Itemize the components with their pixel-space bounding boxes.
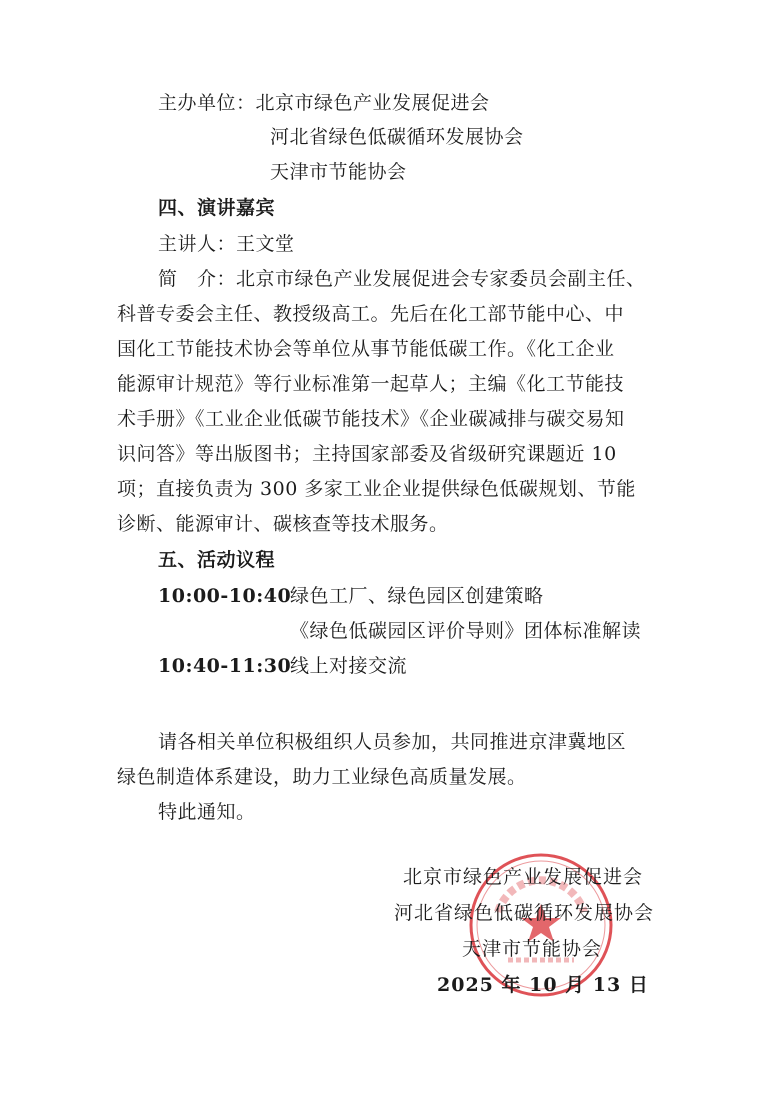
agenda-item-1 xyxy=(158,581,544,611)
agenda-text-3: 线上对接交流 xyxy=(290,655,408,677)
signature-org-2: 河北省绿色低碳循环发展协会 xyxy=(394,902,655,924)
signature-org-1: 北京市绿色产业发展促进会 xyxy=(403,866,644,888)
closing-notice: 特此通知。 xyxy=(158,801,256,823)
organizer-2: 河北省绿色低碳循环发展协会 xyxy=(270,126,524,148)
closing-line-2: 绿色制造体系建设，助力工业绿色高质量发展。 xyxy=(117,766,527,788)
agenda-text-1: 绿色工厂、绿色园区创建策略 xyxy=(290,585,544,607)
bio-line-1: 简 介：北京市绿色产业发展促进会专家委员会副主任、 xyxy=(158,268,646,290)
organizers-label: 主办单位： xyxy=(158,92,256,114)
bio-line-8: 诊断、能源审计、碳核查等技术服务。 xyxy=(117,513,449,535)
speakers-heading: 四、演讲嘉宾 xyxy=(158,197,276,219)
bio-line-4: 能源审计规范》等行业标准第一起草人；主编《化工节能技 xyxy=(117,373,625,395)
agenda-item-3 xyxy=(158,651,407,681)
bio-line-5: 术手册》《工业企业低碳节能技术》《企业碳减排与碳交易知 xyxy=(117,408,625,430)
agenda-heading: 五、活动议程 xyxy=(158,549,276,571)
closing-line-1: 请各相关单位积极组织人员参加，共同推进京津冀地区 xyxy=(158,731,627,753)
speaker-label: 主讲人： xyxy=(158,233,237,255)
bio-line-2: 科普专委会主任、教授级高工。先后在化工部节能中心、中 xyxy=(117,303,625,325)
bio-line-3: 国化工节能技术协会等单位从事节能低碳工作。《化工企业 xyxy=(117,338,615,360)
speaker-name: 王文堂 xyxy=(236,233,295,255)
bio-line-7: 项；直接负责为 300 多家工业企业提供绿色低碳规划、节能 xyxy=(117,478,636,500)
signature-org-3: 天津市节能协会 xyxy=(462,938,603,960)
agenda-item-2: 《绿色低碳园区评价导则》团体标准解读 xyxy=(290,620,642,642)
agenda-time-3: 10:40-11:30 xyxy=(158,655,292,677)
speaker-line xyxy=(158,229,295,259)
organizer-1: 北京市绿色产业发展促进会 xyxy=(255,92,490,114)
bio-line-6: 识问答》等出版图书；主持国家部委及省级研究课题近 10 xyxy=(117,443,617,465)
organizer-3: 天津市节能协会 xyxy=(270,161,407,183)
signature-date: 2025 年 10 月 13 日 xyxy=(437,974,649,996)
organizers-line-1 xyxy=(158,88,490,118)
agenda-time-1: 10:00-10:40 xyxy=(158,585,292,607)
